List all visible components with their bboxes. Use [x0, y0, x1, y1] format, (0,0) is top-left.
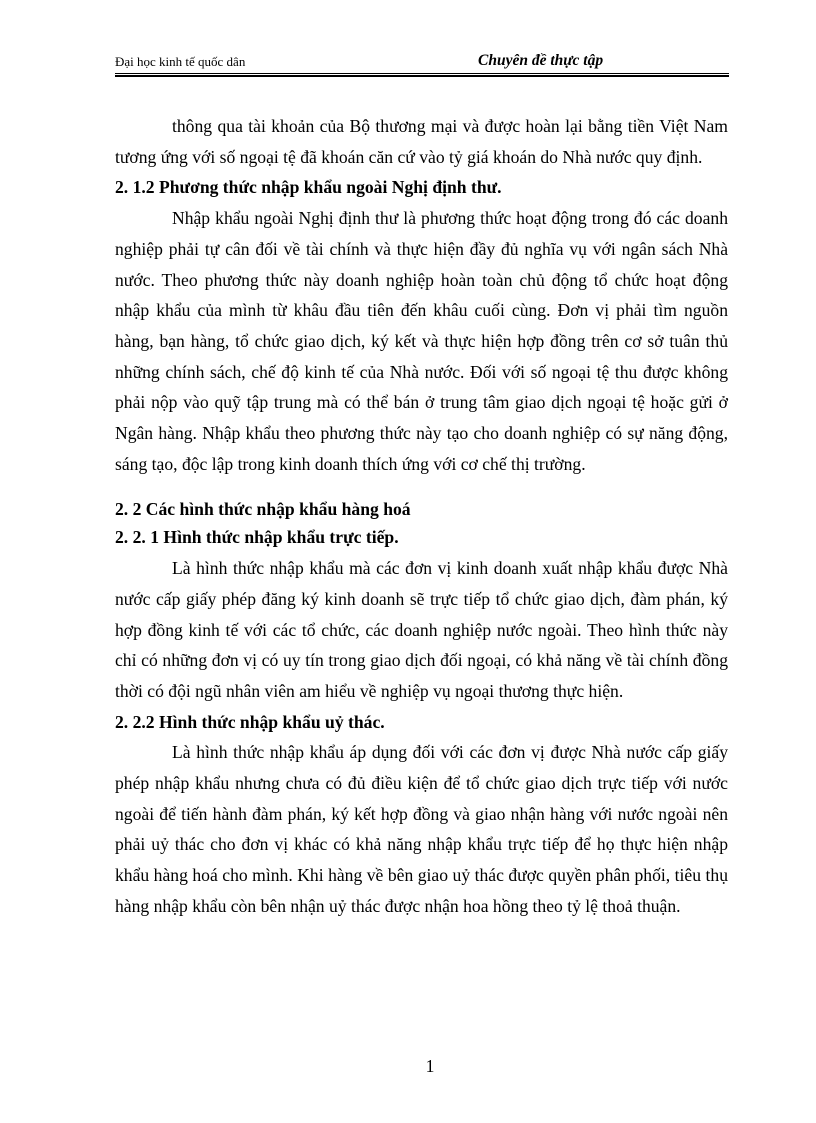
- section-heading-2-1-2: 2. 1.2 Phương thức nhập khẩu ngoài Nghị định thư.: [115, 177, 502, 198]
- document-body: [115, 111, 728, 922]
- paragraph-non-protocol-import: Nhập khẩu ngoài Nghị định thư là phương thức hoạt động trong đó các doanh nghiệp phải tự cân đối về tài chính và thực hiện đầy đủ nghĩa vụ với ngân sách Nhà nước. Theo phương thức này doanh nghiệp hoàn toàn chủ động tổ chức hoạt động nhập khẩu của mình từ khâu đầu tiên đến khâu cuối cùng. Đơn vị phải tìm nguồn hàng, bạn hàng, tổ chức giao dịch, ký kết và thực hiện hợp đồng trên cơ sở tuân thủ những chính sách, chế độ kinh tế của Nhà nước. Đối với số ngoại tệ thu được không phải nộp vào quỹ tập trung mà có thể bán ở trung tâm giao dịch ngoại tệ hoặc gửi ở Ngân hàng. Nhập khẩu theo phương thức này tạo cho doanh nghiệp có sự năng động, sáng tạo, độc lập trong kinh doanh thích ứng với cơ chế thị trường.: [115, 208, 728, 474]
- section-heading-2-2-1: 2. 2. 1 Hình thức nhập khẩu trực tiếp.: [115, 527, 399, 548]
- header-document-type: Chuyên đề thực tập: [478, 52, 604, 69]
- page-number: 1: [425, 1056, 435, 1076]
- section-heading-2-2-2: 2. 2.2 Hình thức nhập khẩu uỷ thác.: [115, 711, 385, 732]
- paragraph-entrusted-import: Là hình thức nhập khẩu áp dụng đối với các đơn vị được Nhà nước cấp giấy phép nhập khẩu nhưng chưa có đủ điều kiện để tổ chức giao dịch trực tiếp với nước ngoài để tiến hành đàm phán, ký kết hợp đồng và giao nhận hàng với nước ngoài nên phải uỷ thác cho đơn vị khác có khả năng nhập khẩu trực tiếp để họ thực hiện nhập khẩu hàng hoá cho mình. Khi hàng về bên giao uỷ thác được quyền phân phối, tiêu thụ hàng nhập khẩu còn bên nhận uỷ thác được nhận hoa hồng theo tỷ lệ thoả thuận.: [115, 742, 728, 916]
- section-heading-2-2: 2. 2 Các hình thức nhập khẩu hàng hoá: [115, 499, 411, 520]
- paragraph-direct-import: Là hình thức nhập khẩu mà các đơn vị kinh doanh xuất nhập khẩu được Nhà nước cấp giấy phép đăng ký kinh doanh sẽ trực tiếp tổ chức giao dịch, đàm phán, ký hợp đồng kinh tế với các tổ chức, các doanh nghiệp nước ngoài. Theo hình thức này chỉ có những đơn vị có uy tín trong giao dịch đối ngoại, có khả năng về tài chính đồng thời có đội ngũ nhân viên am hiểu về nghiệp vụ ngoại thương thực hiện.: [115, 558, 728, 701]
- paragraph-continued: thông qua tài khoản của Bộ thương mại và được hoàn lại bằng tiền Việt Nam tương ứng với số ngoại tệ đã khoán căn cứ vào tỷ giá khoán do Nhà nước quy định.: [115, 116, 728, 167]
- page-header: [115, 52, 729, 74]
- header-rule: [115, 75, 729, 77]
- header-university: Đại học kinh tế quốc dân: [115, 54, 246, 69]
- paragraph-gap: [115, 479, 728, 497]
